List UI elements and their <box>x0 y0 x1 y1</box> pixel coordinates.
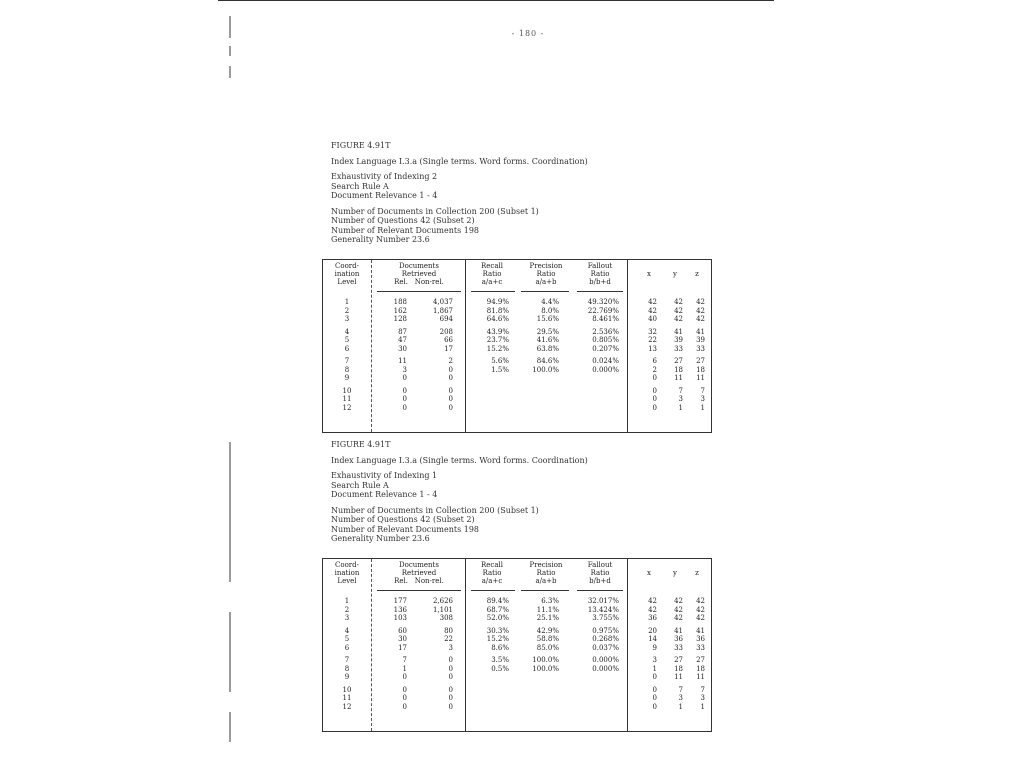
col-precision: a/a+b <box>535 577 557 585</box>
cell-rel: 0 <box>402 395 407 403</box>
cell-precision: 15.6% <box>536 315 559 323</box>
cell-recall: 43.9% <box>486 327 509 336</box>
cell-level: 12 <box>342 702 352 711</box>
cell-z: 36 <box>696 635 705 643</box>
cell-z: 18 <box>696 664 705 673</box>
cell-y: 27 <box>674 656 683 664</box>
cell-z: 11 <box>696 374 705 382</box>
table-row <box>323 665 711 674</box>
cell-rel: 30 <box>398 635 407 643</box>
cell-nonrel: 208 <box>439 327 453 336</box>
col-nonrel: Non-rel. <box>414 278 444 286</box>
figure-meta-lines <box>331 157 751 245</box>
results-table <box>322 558 712 732</box>
cell-rel: 177 <box>393 597 407 605</box>
cell-x: 0 <box>652 694 657 702</box>
meta-line: Number of Documents in Collection 200 (Subset 1) <box>331 505 539 515</box>
col-docs: Retrieved <box>401 270 437 278</box>
cell-precision: 11.1% <box>536 605 559 614</box>
table-row <box>323 387 711 396</box>
cell-y: 1 <box>678 702 683 711</box>
cell-y: 42 <box>674 315 683 323</box>
cell-level: 10 <box>342 685 352 694</box>
header-underline <box>521 291 569 292</box>
cell-rel: 103 <box>393 614 407 622</box>
cell-x: 20 <box>648 626 657 635</box>
cell-precision: 100.0% <box>532 656 559 664</box>
col-rel: Rel. <box>394 577 409 585</box>
cell-y: 39 <box>674 336 683 344</box>
cell-y: 11 <box>674 673 683 681</box>
table-row <box>323 395 711 404</box>
header-underline <box>577 590 623 591</box>
cell-level: 3 <box>344 614 350 622</box>
table-header <box>323 559 711 589</box>
col-coord: Level <box>337 278 357 286</box>
cell-fallout: 0.975% <box>592 626 619 635</box>
cell-rel: 1 <box>402 664 407 673</box>
cell-x: 0 <box>652 395 657 403</box>
cell-precision: 29.5% <box>536 327 559 336</box>
col-coord: ination <box>334 270 360 278</box>
cell-nonrel: 0 <box>448 374 453 382</box>
table-row <box>323 673 711 682</box>
figure-meta-lines <box>331 456 751 544</box>
cell-z: 7 <box>700 386 705 395</box>
col-z: z <box>695 569 699 577</box>
cell-precision: 58.8% <box>536 635 559 643</box>
cell-z: 33 <box>696 344 705 353</box>
cell-y: 42 <box>674 614 683 622</box>
table-row <box>323 703 711 712</box>
table-row <box>323 298 711 307</box>
cell-level: 4 <box>344 626 350 635</box>
col-fallout: b/b+d <box>589 278 611 286</box>
cell-y: 27 <box>674 357 683 365</box>
cell-precision: 63.8% <box>536 344 559 353</box>
cell-rel: 0 <box>402 694 407 702</box>
cell-x: 42 <box>648 298 657 306</box>
table-row <box>323 656 711 665</box>
cell-y: 7 <box>678 685 683 694</box>
cell-rel: 0 <box>402 685 407 694</box>
cell-precision: 100.0% <box>532 664 559 673</box>
meta-line: Number of Relevant Documents 198 <box>331 524 479 534</box>
scan-mark <box>229 66 231 78</box>
cell-x: 1 <box>652 664 657 673</box>
col-x: x <box>647 270 651 278</box>
cell-fallout: 0.000% <box>592 656 619 664</box>
cell-rel: 162 <box>393 306 407 315</box>
cell-level: 12 <box>342 403 352 412</box>
col-x: x <box>647 569 651 577</box>
cell-z: 27 <box>696 656 705 664</box>
cell-level: 8 <box>344 365 350 374</box>
cell-level: 10 <box>342 386 352 395</box>
cell-x: 3 <box>652 656 657 664</box>
col-y: y <box>673 569 677 577</box>
col-docs: Documents <box>399 262 439 270</box>
cell-recall: 30.3% <box>486 626 509 635</box>
cell-y: 18 <box>674 365 683 374</box>
col-coord: ination <box>334 569 360 577</box>
cell-fallout: 22.769% <box>587 306 619 315</box>
cell-z: 42 <box>696 298 705 306</box>
cell-level: 1 <box>344 298 350 306</box>
scan-margin-marks <box>226 12 236 752</box>
cell-fallout: 0.037% <box>592 643 619 652</box>
cell-level: 7 <box>344 656 350 664</box>
cell-nonrel: 2,626 <box>432 597 453 605</box>
cell-level: 1 <box>344 597 350 605</box>
table-row <box>323 627 711 636</box>
cell-rel: 188 <box>393 298 407 306</box>
col-recall: Recall <box>481 262 503 270</box>
cell-level: 5 <box>344 336 350 344</box>
cell-nonrel: 2 <box>448 357 453 365</box>
cell-y: 7 <box>678 386 683 395</box>
cell-precision: 85.0% <box>536 643 559 652</box>
cell-recall: 68.7% <box>486 605 509 614</box>
cell-nonrel: 0 <box>448 386 453 395</box>
table-row <box>323 606 711 615</box>
cell-rel: 0 <box>402 403 407 412</box>
meta-line: Index Language I.3.a (Single terms. Word forms. Coordination) <box>331 455 588 465</box>
cell-z: 42 <box>696 315 705 323</box>
meta-line: Exhaustivity of Indexing 2 <box>331 172 438 181</box>
col-fallout: Ratio <box>590 569 610 577</box>
cell-z: 42 <box>696 614 705 622</box>
col-recall: Ratio <box>482 569 502 577</box>
cell-z: 33 <box>696 643 705 652</box>
cell-level: 6 <box>344 344 350 353</box>
cell-x: 0 <box>652 685 657 694</box>
cell-y: 41 <box>674 327 683 336</box>
cell-fallout: 49.320% <box>587 298 619 306</box>
cell-fallout: 0.805% <box>592 336 619 344</box>
cell-z: 27 <box>696 357 705 365</box>
table-row <box>323 694 711 703</box>
cell-level: 9 <box>344 673 350 681</box>
cell-nonrel: 0 <box>448 365 453 374</box>
cell-fallout: 2.536% <box>592 327 619 336</box>
cell-y: 42 <box>674 597 683 605</box>
cell-rel: 0 <box>402 386 407 395</box>
cell-y: 42 <box>674 605 683 614</box>
cell-level: 2 <box>344 605 350 614</box>
meta-line: Number of Relevant Documents 198 <box>331 225 479 235</box>
col-y: y <box>673 270 677 278</box>
cell-precision: 4.4% <box>541 298 559 306</box>
col-docs: Documents <box>399 561 439 569</box>
cell-nonrel: 0 <box>448 685 453 694</box>
table-row <box>323 328 711 337</box>
col-docs: Retrieved <box>401 569 437 577</box>
cell-rel: 136 <box>393 605 407 614</box>
cell-y: 18 <box>674 664 683 673</box>
cell-level: 11 <box>342 694 352 702</box>
cell-nonrel: 66 <box>444 336 453 344</box>
table-row <box>323 366 711 375</box>
col-precision: Precision <box>529 262 563 270</box>
cell-fallout: 0.268% <box>592 635 619 643</box>
cell-level: 3 <box>344 315 350 323</box>
col-precision: Precision <box>529 561 563 569</box>
meta-line: Generality Number 23.6 <box>331 235 430 244</box>
cell-z: 18 <box>696 365 705 374</box>
cell-x: 32 <box>648 327 657 336</box>
cell-rel: 47 <box>398 336 407 344</box>
cell-nonrel: 0 <box>448 656 453 664</box>
header-underline <box>471 590 515 591</box>
table-row <box>323 404 711 413</box>
table-row <box>323 614 711 623</box>
cell-z: 3 <box>700 395 705 403</box>
cell-rel: 87 <box>398 327 407 336</box>
cell-level: 2 <box>344 306 350 315</box>
col-nonrel: Non-rel. <box>414 577 444 585</box>
cell-rel: 30 <box>398 344 407 353</box>
results-table <box>322 259 712 433</box>
cell-nonrel: 0 <box>448 702 453 711</box>
table-body <box>323 597 711 711</box>
cell-y: 3 <box>678 395 683 403</box>
cell-z: 11 <box>696 673 705 681</box>
cell-x: 42 <box>648 597 657 605</box>
cell-z: 39 <box>696 336 705 344</box>
cell-x: 13 <box>648 344 657 353</box>
cell-nonrel: 1,867 <box>432 306 453 315</box>
cell-z: 42 <box>696 306 705 315</box>
cell-precision: 100.0% <box>532 365 559 374</box>
cell-rel: 11 <box>398 357 407 365</box>
cell-recall: 89.4% <box>486 597 509 605</box>
cell-x: 42 <box>648 605 657 614</box>
col-coord: Coord- <box>335 262 359 270</box>
cell-precision: 6.3% <box>541 597 559 605</box>
cell-nonrel: 0 <box>448 395 453 403</box>
table-row <box>323 686 711 695</box>
cell-recall: 8.6% <box>491 643 509 652</box>
cell-nonrel: 0 <box>448 673 453 681</box>
cell-recall: 5.6% <box>491 357 509 365</box>
cell-y: 41 <box>674 626 683 635</box>
header-underline <box>521 590 569 591</box>
cell-rel: 128 <box>393 315 407 323</box>
col-recall: Ratio <box>482 270 502 278</box>
cell-z: 7 <box>700 685 705 694</box>
figure-title: FIGURE 4.91T <box>331 440 391 449</box>
cell-recall: 15.2% <box>486 635 509 643</box>
scan-mark <box>229 612 231 692</box>
cell-fallout: 32.017% <box>587 597 619 605</box>
cell-recall: 1.5% <box>491 365 509 374</box>
cell-nonrel: 0 <box>448 694 453 702</box>
cell-nonrel: 308 <box>439 614 453 622</box>
figure-header <box>331 440 751 544</box>
col-fallout: b/b+d <box>589 577 611 585</box>
table-row <box>323 597 711 606</box>
meta-line: Search Rule A <box>331 480 389 490</box>
cell-precision: 8.0% <box>541 306 559 315</box>
col-recall: a/a+c <box>481 577 503 585</box>
scan-mark <box>229 16 231 38</box>
col-fallout: Fallout <box>587 561 613 569</box>
col-rel: Rel. <box>394 278 409 286</box>
cell-fallout: 0.000% <box>592 664 619 673</box>
col-fallout: Ratio <box>590 270 610 278</box>
cell-y: 33 <box>674 643 683 652</box>
cell-fallout: 0.024% <box>592 357 619 365</box>
cell-y: 42 <box>674 298 683 306</box>
cell-recall: 52.0% <box>486 614 509 622</box>
meta-line: Number of Questions 42 (Subset 2) <box>331 216 475 225</box>
cell-y: 1 <box>678 403 683 412</box>
col-coord: Level <box>337 577 357 585</box>
cell-x: 2 <box>652 365 657 374</box>
cell-nonrel: 694 <box>439 315 453 323</box>
cell-precision: 25.1% <box>536 614 559 622</box>
col-fallout: Fallout <box>587 262 613 270</box>
cell-nonrel: 3 <box>448 643 453 652</box>
meta-line: Number of Questions 42 (Subset 2) <box>331 515 475 524</box>
cell-fallout: 13.424% <box>587 605 619 614</box>
cell-x: 22 <box>648 336 657 344</box>
header-underline <box>377 291 461 292</box>
cell-x: 36 <box>648 614 657 622</box>
cell-z: 1 <box>700 702 705 711</box>
cell-level: 4 <box>344 327 350 336</box>
cell-recall: 94.9% <box>486 298 509 306</box>
meta-line: Generality Number 23.6 <box>331 534 430 543</box>
col-recall: a/a+c <box>481 278 503 286</box>
meta-line: Exhaustivity of Indexing 1 <box>331 471 438 480</box>
header-underline <box>577 291 623 292</box>
col-coord: Coord- <box>335 561 359 569</box>
cell-rel: 7 <box>402 656 407 664</box>
cell-fallout: 3.755% <box>592 614 619 622</box>
cell-recall: 81.8% <box>486 306 509 315</box>
cell-fallout: 0.207% <box>592 344 619 353</box>
col-precision: Ratio <box>536 270 556 278</box>
cell-rel: 60 <box>398 626 407 635</box>
cell-y: 33 <box>674 344 683 353</box>
cell-x: 0 <box>652 673 657 681</box>
cell-level: 11 <box>342 395 352 403</box>
cell-y: 42 <box>674 306 683 315</box>
cell-z: 42 <box>696 597 705 605</box>
meta-line: Document Relevance 1 - 4 <box>331 490 438 499</box>
cell-y: 3 <box>678 694 683 702</box>
cell-rel: 3 <box>402 365 407 374</box>
col-precision: Ratio <box>536 569 556 577</box>
cell-x: 9 <box>652 643 657 652</box>
cell-nonrel: 22 <box>444 635 453 643</box>
cell-recall: 64.6% <box>486 315 509 323</box>
cell-nonrel: 1,101 <box>432 605 453 614</box>
col-precision: a/a+b <box>535 278 557 286</box>
table-body <box>323 298 711 412</box>
table-row <box>323 307 711 316</box>
cell-x: 0 <box>652 702 657 711</box>
cell-rel: 0 <box>402 702 407 711</box>
cell-level: 5 <box>344 635 350 643</box>
cell-recall: 3.5% <box>491 656 509 664</box>
cell-nonrel: 4,037 <box>432 298 453 306</box>
scan-mark <box>229 442 231 582</box>
cell-precision: 41.6% <box>536 336 559 344</box>
header-underline <box>377 590 461 591</box>
cell-x: 14 <box>648 635 657 643</box>
meta-line: Document Relevance 1 - 4 <box>331 191 438 200</box>
cell-rel: 0 <box>402 374 407 382</box>
header-underline <box>471 291 515 292</box>
cell-level: 7 <box>344 357 350 365</box>
cell-x: 42 <box>648 306 657 315</box>
cell-y: 11 <box>674 374 683 382</box>
cell-level: 9 <box>344 374 350 382</box>
table-row <box>323 315 711 324</box>
meta-line: Number of Documents in Collection 200 (Subset 1) <box>331 206 539 216</box>
cell-precision: 42.9% <box>536 626 559 635</box>
cell-z: 1 <box>700 403 705 412</box>
cell-recall: 0.5% <box>491 664 509 673</box>
cell-z: 42 <box>696 605 705 614</box>
cell-x: 0 <box>652 386 657 395</box>
table-row <box>323 357 711 366</box>
cell-nonrel: 0 <box>448 664 453 673</box>
table-row <box>323 345 711 354</box>
table-row <box>323 336 711 345</box>
cell-level: 8 <box>344 664 350 673</box>
table-row <box>323 635 711 644</box>
figure-title: FIGURE 4.91T <box>331 141 391 150</box>
meta-line: Index Language I.3.a (Single terms. Word forms. Coordination) <box>331 156 588 166</box>
scan-mark <box>229 46 231 56</box>
figure-header <box>331 141 751 245</box>
cell-x: 6 <box>652 357 657 365</box>
cell-x: 0 <box>652 374 657 382</box>
cell-z: 3 <box>700 694 705 702</box>
cell-x: 0 <box>652 403 657 412</box>
cell-precision: 84.6% <box>536 357 559 365</box>
col-recall: Recall <box>481 561 503 569</box>
cell-z: 41 <box>696 626 705 635</box>
cell-fallout: 0.000% <box>592 365 619 374</box>
meta-line: Search Rule A <box>331 181 389 191</box>
cell-recall: 23.7% <box>486 336 509 344</box>
table-row <box>323 644 711 653</box>
table-row <box>323 374 711 383</box>
cell-nonrel: 0 <box>448 403 453 412</box>
col-z: z <box>695 270 699 278</box>
page-number: - 180 - <box>511 29 545 38</box>
cell-z: 41 <box>696 327 705 336</box>
cell-fallout: 8.461% <box>592 315 619 323</box>
cell-rel: 0 <box>402 673 407 681</box>
cell-rel: 17 <box>398 643 407 652</box>
cell-y: 36 <box>674 635 683 643</box>
cell-level: 6 <box>344 643 350 652</box>
scan-mark <box>229 712 231 742</box>
cell-recall: 15.2% <box>486 344 509 353</box>
table-header <box>323 260 711 290</box>
cell-x: 40 <box>648 315 657 323</box>
cell-nonrel: 17 <box>444 344 453 353</box>
cell-nonrel: 80 <box>444 626 453 635</box>
